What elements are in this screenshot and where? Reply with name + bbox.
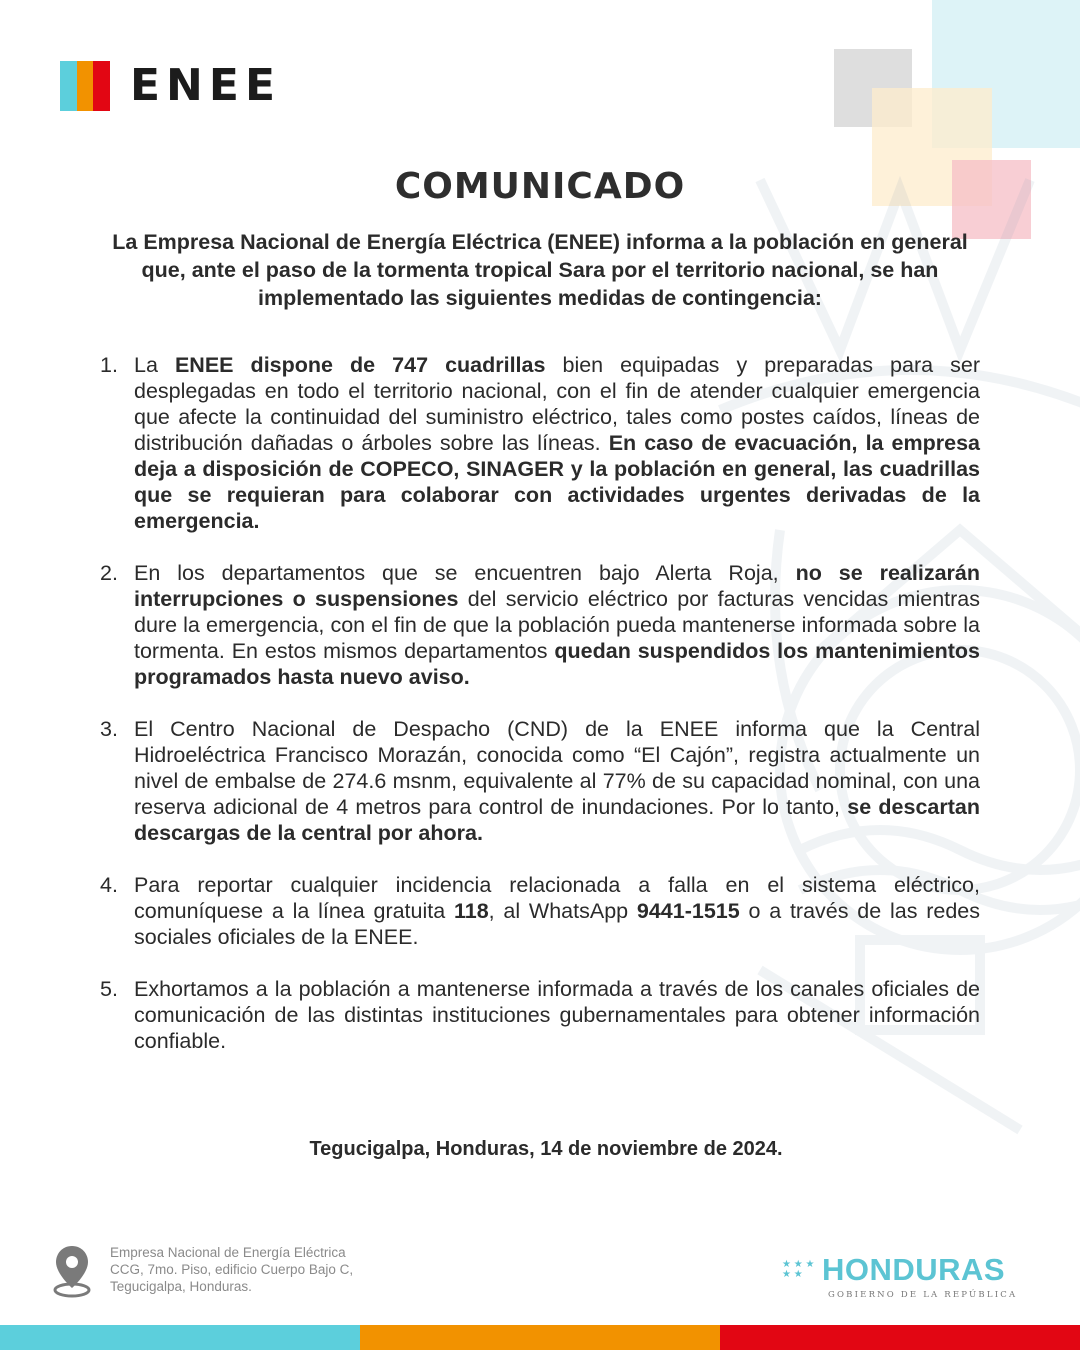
item-number: 5. <box>100 977 118 1001</box>
honduras-government-logo <box>782 1252 1017 1300</box>
item-text: El Centro Nacional de Despacho (CND) de la ENEE informa que la Central Hidroeléctrica Francisco Morazán, conocida como “El Cajón”, registra actualmente un nivel de embalse de 274.6 msnm, equivalente al 77% de su capacidad nominal, con una reserva adicional de 4 metros para control de inundaciones. Por lo tanto, se descartan descargas de la central por ahora. <box>134 717 981 845</box>
location-pin-icon <box>52 1244 92 1300</box>
item-number: 1. <box>100 353 118 377</box>
enee-logo-mark-icon <box>60 61 110 111</box>
footer-bar-orange <box>360 1325 720 1350</box>
item-number: 2. <box>100 561 118 585</box>
list-item <box>100 976 980 1054</box>
dateline: Tegucigalpa, Honduras, 14 de noviembre de 2024. <box>309 1138 783 1160</box>
list-item <box>100 560 980 690</box>
honduras-wordmark: HONDURAS <box>822 1252 1006 1287</box>
enee-logo-text: ENEE <box>130 60 281 111</box>
item-text: La ENEE dispone de 747 cuadrillas bien equipadas y preparadas para ser desplegadas en todo el territorio nacional, con el fin de atender cualquier emergencia que afecte la continuidad del suministro eléctrico, tales como postes caídos, líneas de distribución dañadas o árboles sobre las líneas. En caso de evacuación, la empresa deja a disposición de COPECO, SINAGER y la población en general, las cuadrillas que se requieran para colaborar con actividades urgentes derivadas de la emergencia. <box>134 353 981 533</box>
address-line: CCG, 7mo. Piso, edificio Cuerpo Bajo C, <box>110 1262 354 1277</box>
item-number: 3. <box>100 717 118 741</box>
item-text: En los departamentos que se encuentren bajo Alerta Roja, no se realizarán interrupciones o suspensiones del servicio eléctrico por facturas vencidas mientras dure la emergencia, con el fin de que la población pueda mantenerse informada sobre la tormenta. En estos mismos departamentos quedan suspendidos los mantenimientos programados hasta nuevo aviso. <box>134 561 981 689</box>
stars-icon: ★ ★ ★ ★ ★ <box>782 1259 815 1280</box>
list-item <box>100 352 980 534</box>
item-number: 4. <box>100 873 118 897</box>
address-line: Tegucigalpa, Honduras. <box>110 1279 252 1294</box>
footer-bar-cyan <box>0 1325 360 1350</box>
enee-logo <box>60 60 281 111</box>
item-text: Exhortamos a la población a mantenerse informada a través de los canales oficiales de comunicación de las distintas instituciones gubernamentales para obtener información confiable. <box>134 977 980 1053</box>
measures-list <box>100 352 980 1080</box>
list-item <box>100 716 980 846</box>
government-subtitle: GOBIERNO DE LA REPÚBLICA <box>828 1290 1018 1300</box>
page-title: COMUNICADO <box>394 166 686 207</box>
intro-paragraph: La Empresa Nacional de Energía Eléctrica (ENEE) informa a la población en general que, ante el paso de la tormenta tropical Sara por el territorio nacional, se han implementado las siguientes medidas de contingencia: <box>112 230 968 310</box>
list-item <box>100 872 980 950</box>
address-line: Empresa Nacional de Energía Eléctrica <box>110 1245 346 1260</box>
footer-bar-red <box>720 1325 1080 1350</box>
item-text: Para reportar cualquier incidencia relacionada a falla en el sistema eléctrico, comuníquese a la línea gratuita 118, al WhatsApp 9441-1515 o a través de las redes sociales oficiales de la ENEE. <box>134 873 980 949</box>
address-block <box>52 1244 353 1300</box>
